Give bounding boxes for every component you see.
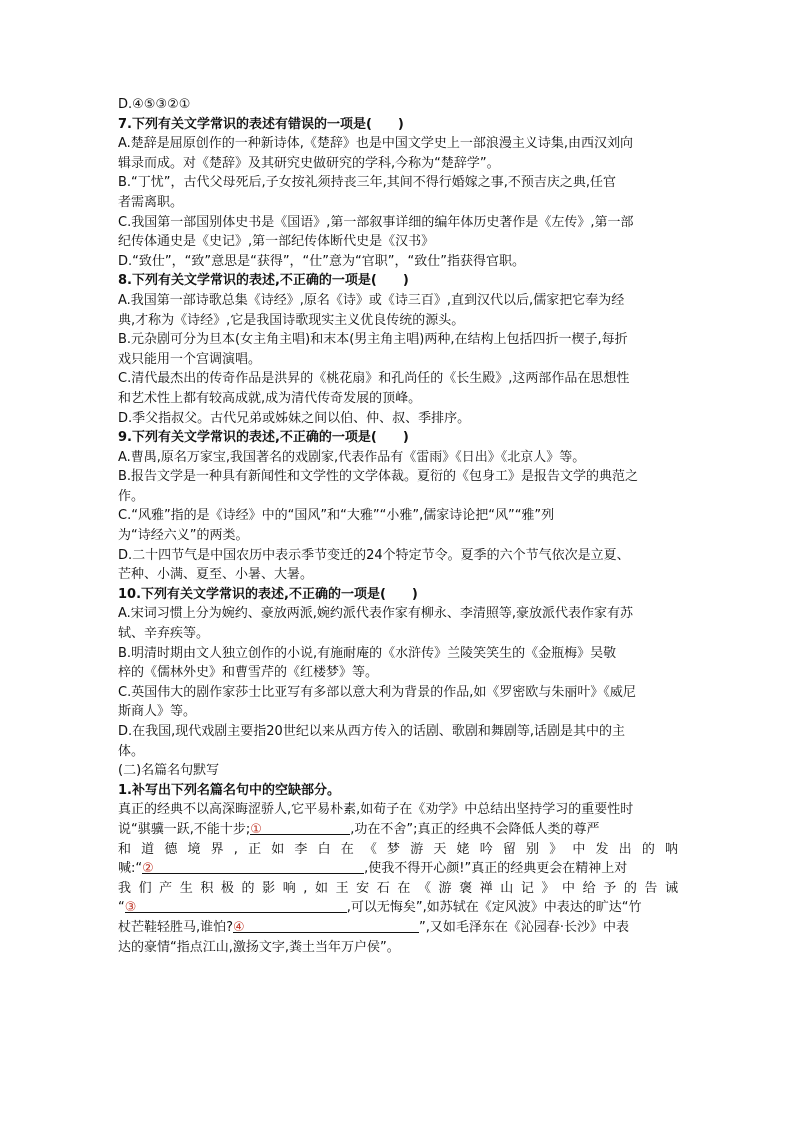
text-segment: ,可以无悔矣”,如苏轼在《定风波》中表达的旷达“竹	[346, 900, 642, 916]
text-line: A.我国第一部诗歌总集《诗经》,原名《诗》或《诗三百》,直到汉代以后,儒家把它奉为经	[118, 292, 625, 308]
answer-blank-2[interactable]	[142, 859, 364, 877]
text-line: 辑录而成。对《楚辞》及其研究史做研究的学科,今称为“楚辞学”。	[118, 155, 500, 171]
question-stem: 10.下列有关文学常识的表述,不正确的一项是( )	[118, 586, 418, 602]
text-segment: 杖芒鞋轻胜马,谁怕?	[118, 919, 234, 935]
text-line: B.“丁忧”，古代父母死后,子女按礼须持丧三年,其间不得行婚嫁之事,不预吉庆之典,任官	[118, 175, 617, 191]
text-line: 纪传体通史是《史记》,第一部纪传体断代史是《汉书》	[118, 234, 435, 250]
text-segment: 喊:“	[118, 861, 143, 877]
text-line: D.“致仕”，“致”意思是“获得”，“仕”意为“官职”，“致仕”指获得官职。	[118, 253, 525, 269]
text-line: 作。	[118, 488, 145, 504]
text-line: 真正的经典不以高深晦涩骄人,它平易朴素,如荀子在《劝学》中总结出坚持学习的重要性时	[118, 802, 634, 818]
fill-line-7: 达的豪情“指点江山,激扬文字,粪土当年万户侯”。	[118, 939, 400, 955]
question-stem: 1.补写出下列名篇名句中的空缺部分。	[118, 782, 340, 798]
fill-line-2: 和道德境界,正如李白在《梦游天姥吟留别》中发出的呐	[118, 841, 678, 857]
fill-line-5	[118, 898, 678, 918]
text-line: 芒种、小满、夏至、小暑、大暑。	[118, 567, 314, 583]
answer-blank-4[interactable]	[233, 918, 419, 933]
fill-line-3	[118, 859, 678, 879]
fill-line-1	[118, 820, 678, 840]
text-line: B.元杂剧可分为旦本(女主角主唱)和末本(男主角主唱)两种,在结构上包括四折一楔子,每折	[118, 332, 628, 348]
blank-number: ②	[142, 861, 154, 877]
text-line: C.我国第一部国别体史书是《国语》,第一部叙事详细的编年体历史著作是《左传》,第一部	[118, 214, 634, 230]
text-line: 斯商人》等。	[118, 704, 197, 720]
question-lines	[118, 95, 678, 820]
text-line: 梓的《儒林外史》和曹雪芹的《红楼梦》等。	[118, 665, 379, 681]
text-line: 戏只能用一个宫调演唱。	[118, 351, 262, 367]
text-line: 体。	[118, 743, 145, 759]
question-stem: 8.下列有关文学常识的表述,不正确的一项是( )	[118, 273, 409, 289]
text-line: B.报告文学是一种具有新闻性和文学性的文学体裁。夏衍的《包身工》是报告文学的典范之	[118, 469, 639, 485]
text-segment: 说“骐骥一跃,不能十步;	[118, 821, 251, 837]
text-line: 典,才称为《诗经》,它是我国诗歌现实主义优良传统的源头。	[118, 312, 465, 328]
blank-number: ③	[124, 900, 137, 916]
text-line: D.二十四节气是中国农历中表示季节变迁的24个特定节令。夏季的六个节气依次是立夏、	[118, 547, 630, 563]
answer-blank-1[interactable]	[250, 820, 350, 835]
text-line: A.曹禺,原名万家宝,我国著名的戏剧家,代表作品有《雷雨》《日出》《北京人》等。	[118, 449, 586, 465]
document-page	[118, 95, 678, 957]
text-segment: ,使我不得开心颜!”真正的经典更会在精神上对	[364, 861, 628, 877]
answer-blank-3[interactable]	[124, 898, 347, 916]
text-line: (二)名篇名句默写	[118, 763, 220, 779]
blank-number: ④	[233, 919, 245, 935]
question-stem: 9.下列有关文学常识的表述,不正确的一项是( )	[118, 430, 409, 446]
text-line: 轼、辛弃疾等。	[118, 626, 210, 642]
text-line: A.宋词习惯上分为婉约、豪放两派,婉约派代表作家有柳永、李清照等,豪放派代表作家有苏	[118, 606, 634, 622]
blank-number: ①	[250, 821, 262, 837]
text-line: C.清代最杰出的传奇作品是洪昇的《桃花扇》和孔尚任的《长生殿》,这两部作品在思想性	[118, 371, 630, 387]
text-segment: ”,又如毛泽东在《沁园春·长沙》中表	[419, 919, 630, 935]
text-line: C.英国伟大的剧作家莎士比亚写有多部以意大利为背景的作品,如《罗密欧与朱丽叶》《威尼	[118, 684, 636, 700]
fill-line-4: 我们产生积极的影响,如王安石在《游褒禅山记》中给予的告诫	[118, 880, 678, 896]
text-line: 和艺术性上都有较高成就,成为清代传奇发展的顶峰。	[118, 390, 422, 406]
text-line: 为“诗经六义”的两类。	[118, 528, 249, 544]
text-line: B.明清时期由文人独立创作的小说,有施耐庵的《水浒传》兰陵笑笑生的《金瓶梅》吴敬	[118, 645, 617, 661]
text-line: D.季父指叔父。古代兄弟或姊妹之间以伯、仲、叔、季排序。	[118, 410, 471, 426]
text-line: A.楚辞是屈原创作的一种新诗体,《楚辞》也是中国文学史上一部浪漫主义诗集,由西汉刘向	[118, 136, 634, 152]
text-segment: “	[118, 900, 125, 916]
text-segment: ,功在不舍”;真正的经典不会降低人类的尊严	[350, 821, 600, 837]
question-stem: 7.下列有关文学常识的表述有错误的一项是( )	[118, 116, 404, 132]
text-line: C.“风雅”指的是《诗经》中的“国风”和“大雅”“小雅”,儒家诗论把“风”“雅”列	[118, 508, 555, 524]
text-line: 者需离职。	[118, 194, 184, 210]
text-line: D.④⑤③②①	[118, 97, 191, 112]
text-line: D.在我国,现代戏剧主要指20世纪以来从西方传入的话剧、歌剧和舞剧等,话剧是其中的主	[118, 724, 625, 739]
fill-line-6	[118, 918, 678, 938]
